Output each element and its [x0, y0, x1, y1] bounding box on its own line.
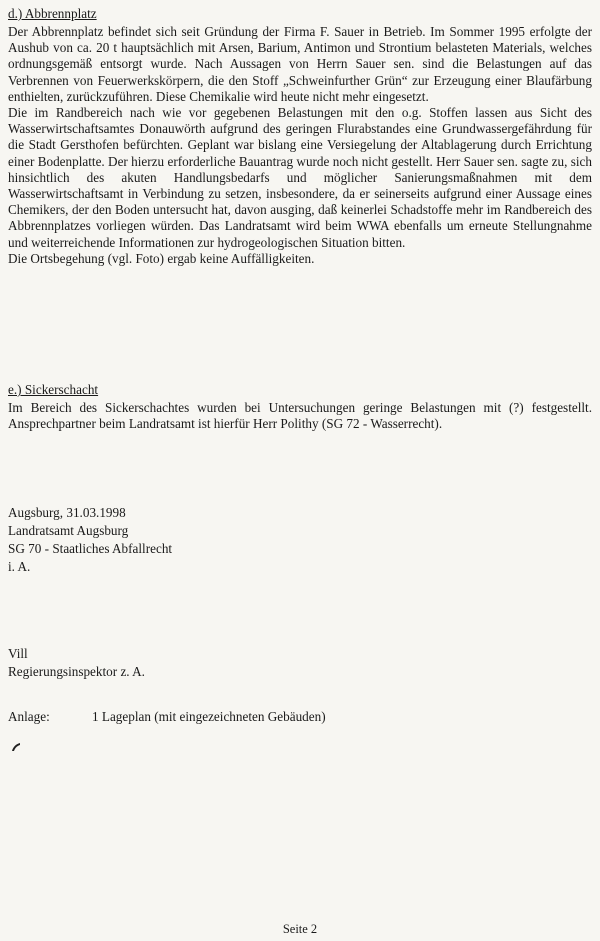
section-e	[8, 382, 592, 432]
attachment-text: 1 Lageplan (mit eingezeichneten Gebäuden)	[92, 709, 326, 724]
signer-name: Vill	[8, 646, 28, 661]
signer-block	[8, 645, 592, 681]
page-number: Seite 2	[282, 922, 318, 936]
place-date: Augsburg, 31.03.1998	[8, 505, 126, 520]
im-auftrag: i. A.	[8, 559, 31, 574]
department-name: SG 70 - Staatliches Abfallrecht	[8, 541, 173, 556]
signature-block	[8, 504, 592, 576]
section-e-paragraph-1: Im Bereich des Sickerschachtes wurden bei Untersuchungen geringe Belastungen mit (?) festgestellt. Ansprechpartner beim Landratsamt ist hierfür Herr Polithy (SG 72 - Wasserrecht).	[8, 400, 592, 432]
attachment-block	[8, 708, 592, 726]
section-d	[8, 6, 592, 267]
section-d-paragraph-1: Der Abbrennplatz befindet sich seit Gründung der Firma F. Sauer in Betrieb. Im Sommer 1995 erfolgte der Aushub von ca. 20 t hauptsächlich mit Arsen, Barium, Antimon und Strontium belasteten Materials, welches ordnungsgemäß entsorgt wurde. Nach Aussagen von Herrn Sauer sen. sind die Belastungen auf das Verbrennen von Feuerwerkskörpern, die den Stoff „Schweinfurther Grün“ zur Erzeugung einer Blaufärbung enthielten, zurückzuführen. Diese Chemikalie wird heute nicht mehr eingesetzt.	[8, 24, 592, 104]
attachment-label: Anlage:	[8, 709, 50, 724]
section-d-paragraph-3: Die Ortsbegehung (vgl. Foto) ergab keine Auffälligkeiten.	[8, 250, 315, 266]
section-d-paragraph-2: Die im Randbereich nach wie vor gegebenen Belastungen mit den o.g. Stoffen lassen aus Sicht des Wasserwirtschaftsamtes Donauwörth aufgrund des geringen Flurabstandes eine Grundwassergefährdung für die Stadt Gersthofen befürchten. Geplant war bislang eine Versiegelung der Altablagerung durch Errichtung einer Bodenplatte. Der hierzu erforderliche Bauantrag wurde noch nicht gestellt. Herr Sauer sen. sagte zu, sich hinsichtlich des akuten Handlungsbedarfs und möglicher Sanierungsmaßnahmen mit dem Wasserwirtschaftsamt in Verbindung zu setzen, insbesondere, da er seinerseits aufgrund einer Aussage eines Chemikers, der den Boden untersucht hat, davon ausging, daß keinerlei Schadstoffe mehr im Randbereich des Abbrennplatzes vorliegen würden. Das Landratsamt wird beim WWA ebenfalls um erneute Stellungnahme und weiterreichende Informationen zur hydrogeologischen Situation bitten.	[8, 105, 592, 250]
section-d-heading: d.) Abbrennplatz	[8, 6, 97, 21]
signer-title: Regierungsinspektor z. A.	[8, 664, 145, 679]
office-name: Landratsamt Augsburg	[8, 523, 129, 538]
section-e-heading: e.) Sickerschacht	[8, 382, 99, 397]
pen-mark-icon	[10, 742, 22, 752]
